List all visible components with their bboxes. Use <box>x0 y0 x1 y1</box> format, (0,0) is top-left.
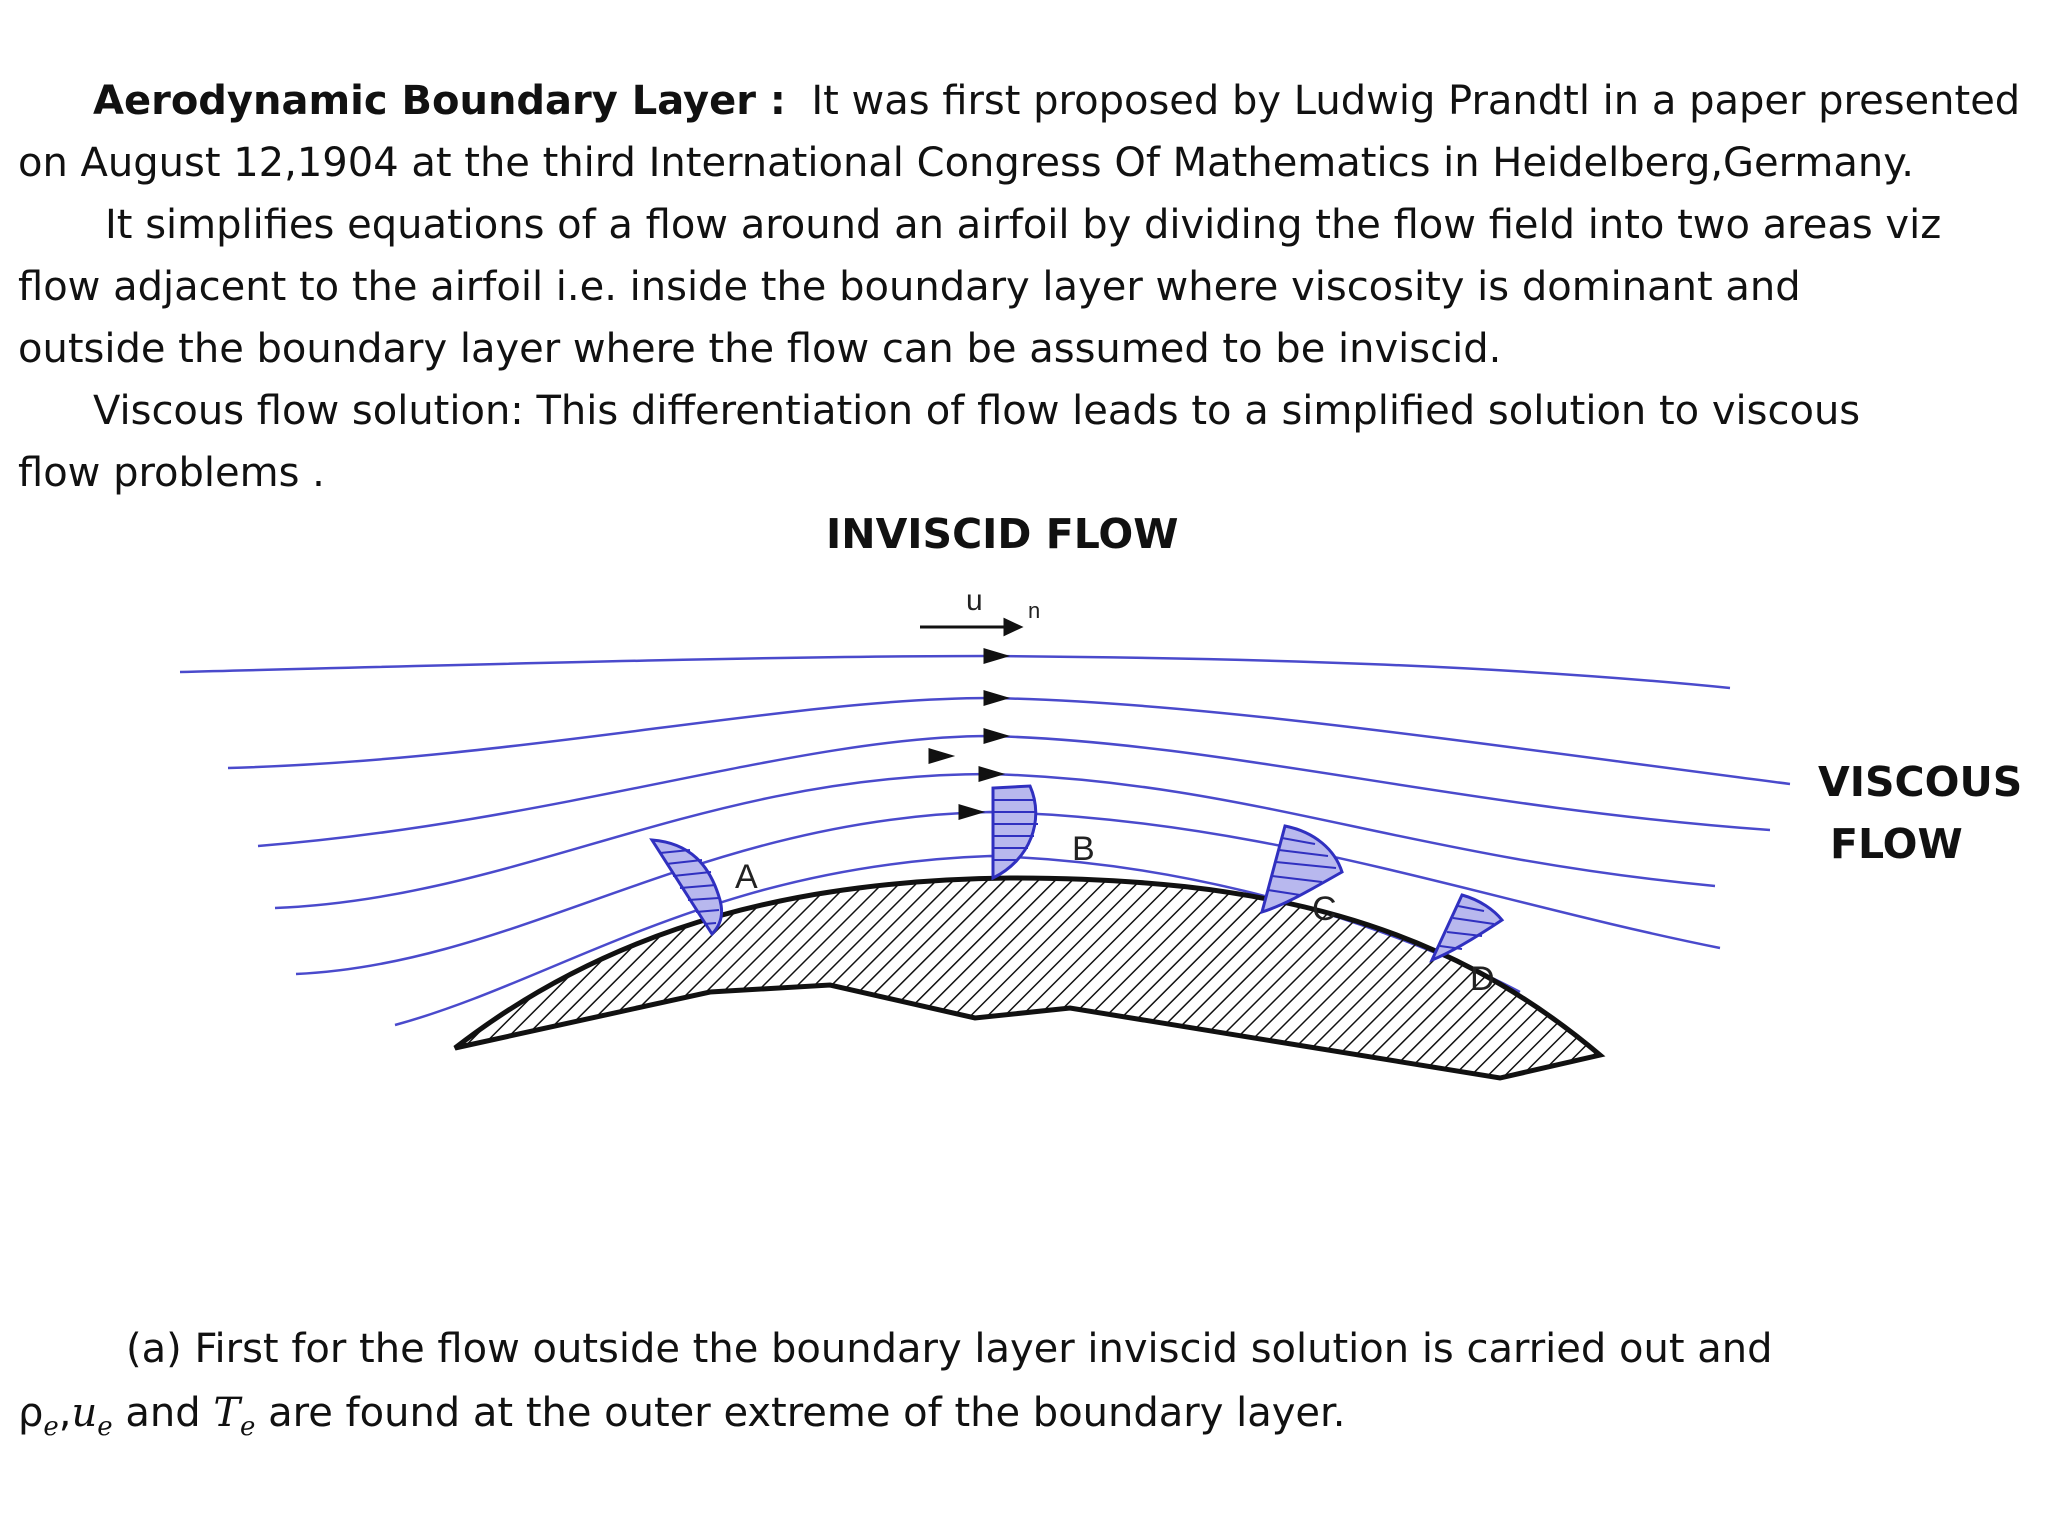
para-3-line-2: flow problems . <box>18 450 325 496</box>
word-and: and <box>112 1390 214 1436</box>
comma: , <box>58 1390 72 1436</box>
bottom-text-2: are found at the outer extreme of the boundary layer. <box>255 1390 1346 1436</box>
subscript-e-rho: e <box>43 1412 59 1442</box>
boundary-layer-diagram <box>0 560 2048 1120</box>
para-2-line-1 <box>18 194 2033 256</box>
point-b-label: B <box>1072 830 1095 868</box>
profile-b <box>993 786 1038 878</box>
symbol-u: u <box>71 1390 98 1436</box>
point-c-label: C <box>1312 890 1337 928</box>
intro-line-2: on August 12,1904 at the third International Congress Of Mathematics in Heidelberg,Germany. <box>18 140 1914 186</box>
bottom-line-2 <box>18 1382 2033 1458</box>
profile-a <box>652 840 722 934</box>
para-3-line-1 <box>18 380 2033 442</box>
inviscid-flow-label: INVISCID FLOW <box>826 510 1179 558</box>
viscous-flow-label-line-2: FLOW <box>1830 820 1963 868</box>
para-2-line-3: outside the boundary layer where the flow can be assumed to be inviscid. <box>18 326 1502 372</box>
point-a-label: A <box>735 858 758 896</box>
bottom-line-1 <box>18 1318 2033 1380</box>
streamline-2 <box>228 698 1790 784</box>
para-2-text-1: It simplifies equations of a flow around an airfoil by dividing the flow field into two areas viz <box>105 202 1942 248</box>
velocity-label-u: u <box>966 584 983 617</box>
velocity-label-n: n <box>1028 598 1041 623</box>
bottom-text-1: (a) First for the flow outside the boundary layer inviscid solution is carried out and <box>126 1326 1773 1372</box>
profile-d <box>1432 895 1502 960</box>
para-2-line-2: flow adjacent to the airfoil i.e. inside the boundary layer where viscosity is dominant and <box>18 264 1801 310</box>
streamline-1 <box>180 656 1730 688</box>
viscous-flow-label-line-1: VISCOUS <box>1818 758 2023 806</box>
heading: Aerodynamic Boundary Layer : <box>93 78 786 124</box>
subscript-e-t: e <box>240 1412 256 1442</box>
airfoil-body <box>455 878 1600 1078</box>
symbol-rho: ρ <box>18 1390 44 1436</box>
intro-text-1: It was first proposed by Ludwig Prandtl in a paper presented <box>811 78 2021 124</box>
para-3-text-1: Viscous flow solution: This differentiation of flow leads to a simplified solution to viscous <box>93 388 1861 434</box>
subscript-e-u: e <box>97 1412 113 1442</box>
point-d-label: D <box>1470 960 1495 998</box>
symbol-t: T <box>213 1390 241 1436</box>
intro-line-1 <box>18 70 2033 132</box>
